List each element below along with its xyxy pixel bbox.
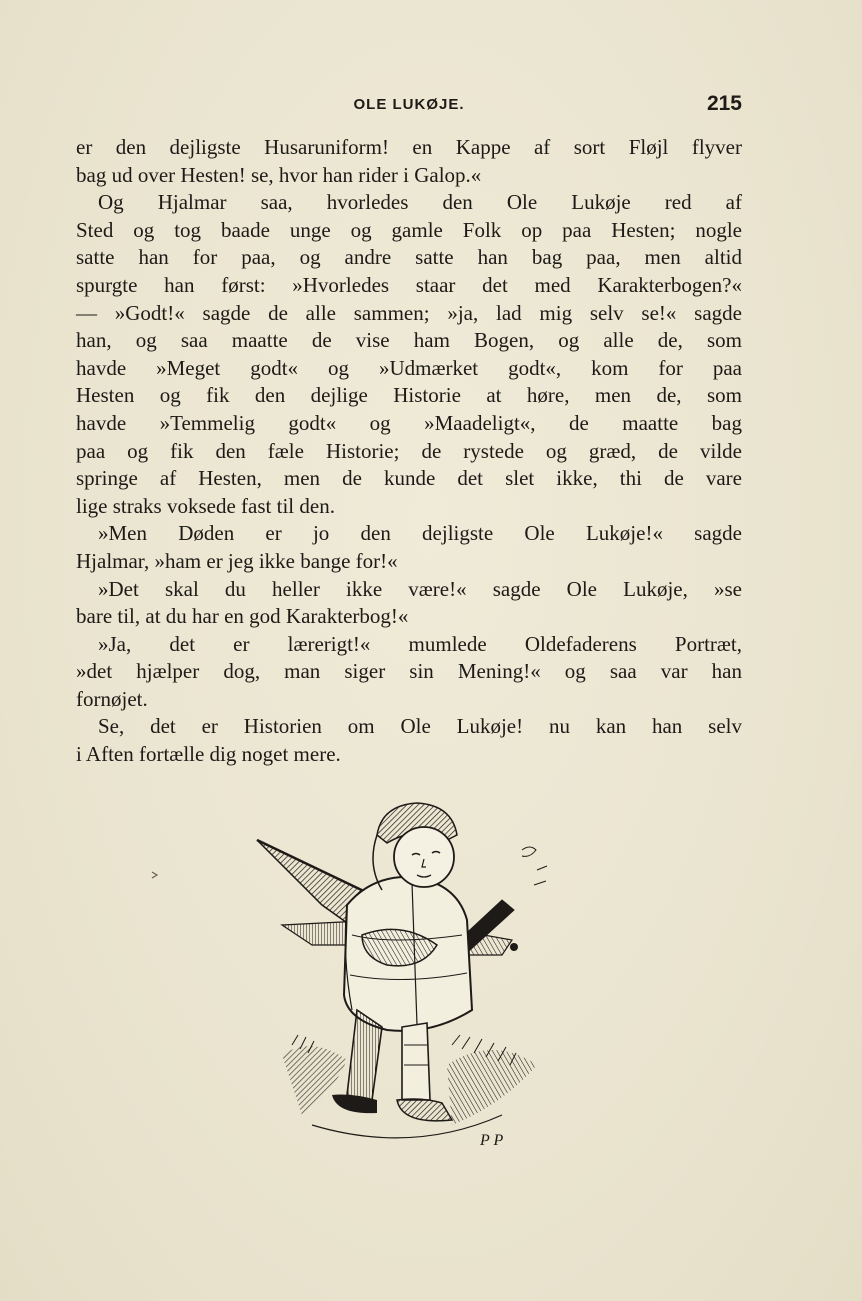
text-line: havde »Temmelig godt« og »Maadeligt«, de maatte bag bbox=[76, 410, 742, 435]
text-line: springe af Hesten, men de kunde det slet ikke, thi de vare bbox=[76, 466, 742, 491]
ole-lukoje-illustration bbox=[252, 795, 572, 1155]
text-line: Sted og tog baade unge og gamle Folk op paa Hesten; nogle bbox=[76, 217, 742, 242]
text-line: lige straks voksede fast til den. bbox=[76, 493, 335, 518]
text-line: Og Hjalmar saa, hvorledes den Ole Lukøje red af bbox=[98, 190, 742, 215]
text-line: bare til, at du har en god Karakterbog!« bbox=[76, 604, 409, 629]
text-line: Se, det er Historien om Ole Lukøje! nu kan han selv bbox=[98, 714, 742, 739]
page-number: 215 bbox=[706, 92, 742, 115]
text-line: havde »Meget godt« og »Udmærket godt«, kom for paa bbox=[76, 355, 742, 380]
text-line: satte han for paa, og andre satte han bag paa, men altid bbox=[76, 245, 742, 270]
text-line: spurgte han først: »Hvorledes staar det med Karakterbogen?« bbox=[76, 272, 742, 297]
text-line: — »Godt!« sagde de alle sammen; »ja, lad mig selv se!« sagde bbox=[76, 300, 742, 325]
text-line: paa og fik den fæle Historie; de rystede og græd, de vilde bbox=[76, 438, 742, 463]
running-head bbox=[76, 92, 742, 118]
text-line: Hesten og fik den dejlige Historie at høre, men de, som bbox=[76, 383, 742, 408]
text-line: »Ja, det er lærerigt!« mumlede Oldefaderens Portræt, bbox=[98, 631, 742, 656]
stray-mark-icon bbox=[151, 871, 159, 879]
text-line: »Det skal du heller ikke være!« sagde Ole Lukøje, »se bbox=[98, 576, 742, 601]
text-line: han, og saa maatte de vise ham Bogen, og alle de, som bbox=[76, 328, 742, 353]
text-line: Hjalmar, »ham er jeg ikke bange for!« bbox=[76, 548, 398, 573]
text-line: »Men Døden er jo den dejligste Ole Lukøje!« sagde bbox=[98, 521, 742, 546]
running-title: OLE LUKØJE. bbox=[353, 96, 465, 113]
text-line: fornøjet. bbox=[76, 686, 148, 711]
text-line: er den dejligste Husaruniform! en Kappe af sort Fløjl flyver bbox=[76, 135, 742, 159]
text-line: »det hjælper dog, man siger sin Mening!« og saa var han bbox=[76, 659, 742, 684]
text-line: bag ud over Hesten! se, hvor han rider i Galop.« bbox=[76, 162, 482, 187]
artist-signature: P P bbox=[480, 1132, 504, 1149]
text-line: i Aften fortælle dig noget mere. bbox=[76, 742, 341, 767]
body-text bbox=[76, 134, 742, 769]
